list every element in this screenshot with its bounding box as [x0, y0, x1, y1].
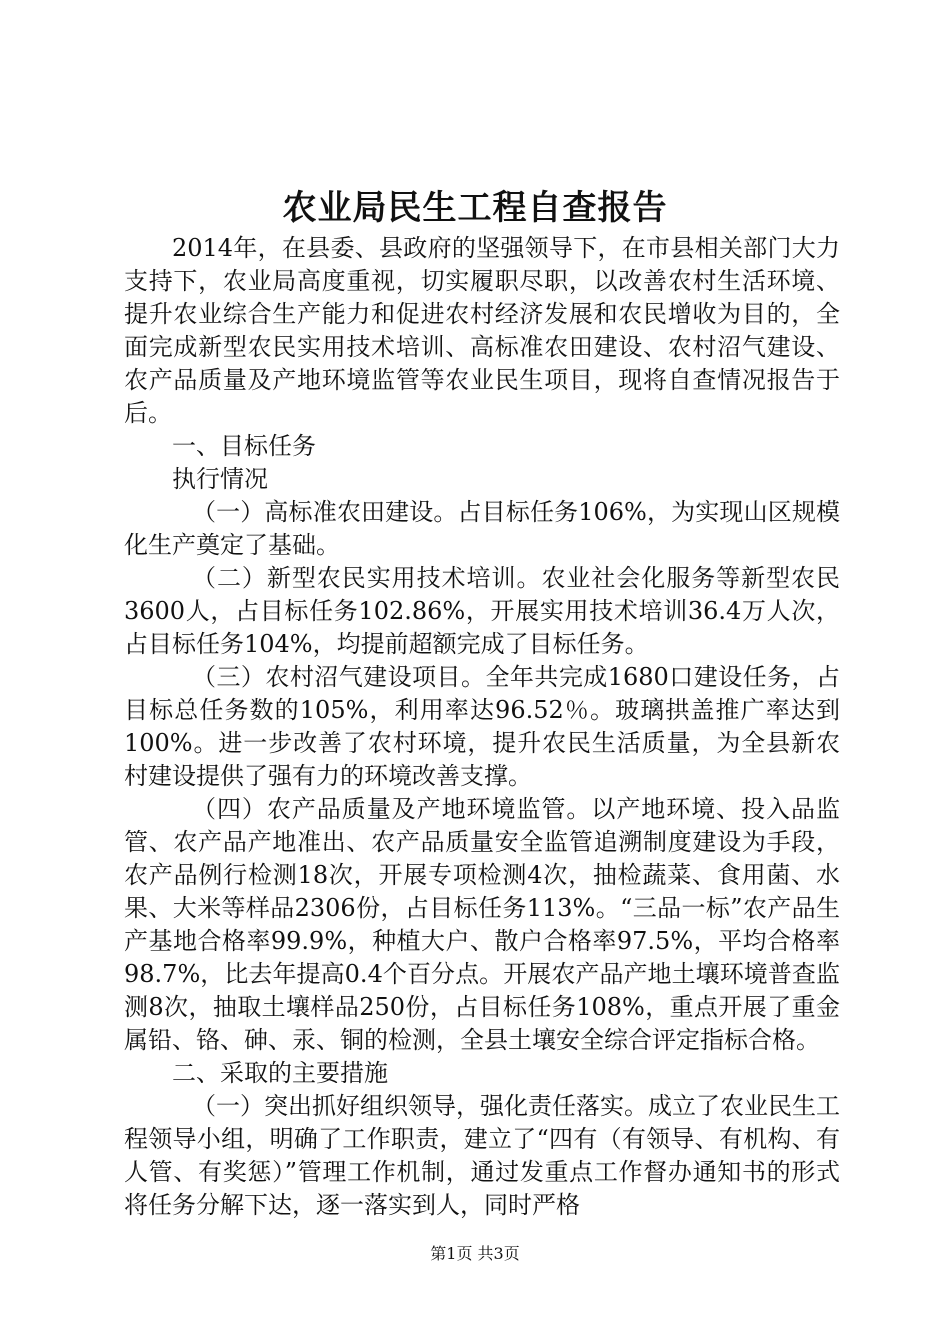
item-quality-supervision: （四）农产品质量及产地环境监管。以产地环境、投入品监管、农产品产地准出、农产品质量安全监管追溯制度建设为手段，农产品例行检测18次，开展专项检测4次，抽检蔬菜、食用菌、水果、大米等样品2306份，占目标任务113%。“三品一标”农产品生产基地合格率99.9%，种植大户、散户合格率97.5%，平均合格率98.7%，比去年提高0.4个百分点。开展农产品产地土壤环境普查监测8次，抽取土壤样品250份，占目标任务108%，重点开展了重金属铅、铬、砷、汞、铜的检测，全县土壤安全综合评定指标合格。	[124, 795, 840, 1054]
section-heading-measures: 二、采取的主要措施	[172, 1059, 388, 1087]
subheading-execution: 执行情况	[172, 465, 268, 493]
document-body	[124, 232, 840, 1222]
document-title: 农业局民生工程自查报告	[282, 188, 668, 228]
item-organization-leadership: （一）突出抓好组织领导，强化责任落实。成立了农业民生工程领导小组，明确了工作职责，建立了“四有（有领导、有机构、有人管、有奖惩）”管理工作机制，通过发重点工作督办通知书的形式将任务分解下达，逐一落实到人，同时严格	[124, 1092, 840, 1219]
section-heading-goals: 一、目标任务	[172, 432, 316, 460]
item-farmer-training: （二）新型农民实用技术培训。农业社会化服务等新型农民3600人，占目标任务102.86%，开展实用技术培训36.4万人次，占目标任务104%，均提前超额完成了目标任务。	[124, 564, 840, 658]
intro-paragraph: 2014年，在县委、县政府的坚强领导下，在市县相关部门大力支持下，农业局高度重视，切实履职尽职，以改善农村生活环境、提升农业综合生产能力和促进农村经济发展和农民增收为目的，全面完成新型农民实用技术培训、高标准农田建设、农村沼气建设、农产品质量及产地环境监管等农业民生项目，现将自查情况报告于后。	[124, 234, 840, 427]
item-biogas-project: （三）农村沼气建设项目。全年共完成1680口建设任务，占目标总任务数的105%，利用率达96.52％。玻璃拱盖推广率达到100%。进一步改善了农村环境，提升农民生活质量，为全县新农村建设提供了强有力的环境改善支撑。	[124, 663, 840, 790]
page-number-footer: 第1页 共3页	[430, 1244, 520, 1263]
item-farmland-construction: （一）高标准农田建设。占目标任务106%，为实现山区规模化生产奠定了基础。	[124, 498, 840, 559]
